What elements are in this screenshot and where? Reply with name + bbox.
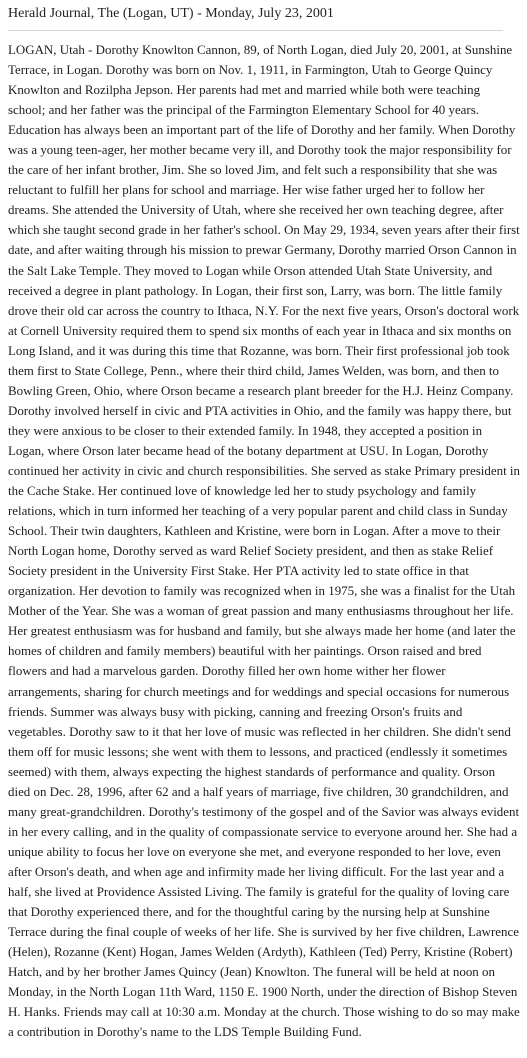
obituary-text: LOGAN, Utah - Dorothy Knowlton Cannon, 89, of North Logan, died July 20, 2001, at Sunshine Terrace, in Logan. Dorothy was born on Nov. 1, 1911, in Farmington, Utah to George Quincy Knowlton and Rozilpha Jepson. Her parents had met and married while both were teaching school; and her father was the principal of the Farmington Elementary School for 40 years. Education has always been an important part of the life of Dorothy and her family. When Dorothy was a young teen-ager, her mother became very ill, and Dorothy took the major responsibility for the care of her infant brother, Jim. She so loved Jim, and felt such a responsibility that she was reluctant to fulfill her plans for school and marriage. Her wise father urged her to follow her dreams. She attended the University of Utah, where she received her own teaching degree, after which she taught second grade in her father's school. On May 29, 1934, seven years after their first date, and after waiting through his mission to prewar Germany, Dorothy married Orson Cannon in the Salt Lake Temple. They moved to Logan while Orson attended Utah State University, and received a degree in plant pathology. In Logan, their first son, Larry, was born. The little family drove their old car across the country to Ithaca, N.Y. For the next five years, Orson's doctoral work at Cornell University required them to spend six months of each year in Ithaca and six months on Long Island, and it was during this time that Rozanne, was born. Their first professional job took them first to State College, Penn., where their third child, James Welden, was born, and then to Bowling Green, Ohio, where Orson became a research plant breeder for the H.J. Heinz Company. Dorothy involved herself in civic and PTA activities in Ohio, and the family was happy there, but they were anxious to be closer to their extended family. In 1948, they accepted a position in Logan, where Orson later became head of the botany department at USU. In Logan, Dorothy continued her activity in civic and church responsibilities. She served as stake Primary president in the Cache Stake. Her continued love of knowledge led her to study psychology and family relations, which in turn informed her teaching of a very popular parent and child class in Sunday School. Their twin daughters, Kathleen and Kristine, were born in Logan. After a move to their North Logan home, Dorothy served as ward Relief Society president, and then as stake Relief Society president in the University First Stake. Her PTA activity led to state office in that organization. Her devotion to family was recognized when in 1975, she was a finalist for the Utah Mother of the Year. She was a woman of great passion and many enthusiasms throughout her life. Her greatest enthusiasm was for husband and family, but she always made her home (and later the homes of children and family members) beautiful with her paintings. Orson raised and bred flowers and had a marvelous garden. Dorothy filled her own home wither her flower arrangements, sharing for church meetings and for weddings and special occasions for numerous friends. Summer was always busy with picking, canning and freezing Orson's fruits and vegetables. Dorothy saw to it that her love of music was reflected in her children. She didn't send them off for music lessons; she went with them to lessons, and practiced (endlessly it sometimes seemed) with them, always expecting the highest standards of performance and quality. Orson died on Dec. 28, 1996, after 62 and a half years of marriage, five children, 30 grandchildren, and many great-grandchildren. Dorothy's testimony of the gospel and of the Savior was always evident in her every calling, and in the quality of compassionate service to everyone around her. She had a unique ability to focus her love on everyone she met, and everyone responded to her love, even after Orson's death, and when age and infirmity made her living difficult. For the last year and a half, she lived at Providence Assisted Living. The family is grateful for the quality of loving care that Dorothy experienced there, and for the thoughtful caring by the nursing help at Sunshine Terrace during the final couple of weeks of her life. She is survived by her five children, Lawrence (Helen), Rozanne (Kent) Hogan, James Welden (Ardyth), Kathleen (Ted) Perry, Kristine (Robert) Hatch, and by her brother James Quincy (Jean) Knowlton. The funeral will be held at noon on Monday, in the North Logan 11th Ward, 1150 E. 1900 North, under the direction of Bishop Steven H. Hanks. Friends may call at 10:30 a.m. Monday at the church. Those wishing to do so may make a contribution in Dorothy's name to the LDS Temple Building Fund.	[8, 42, 520, 1040]
header-divider	[8, 30, 503, 31]
publication-header: Herald Journal, The (Logan, UT) - Monday, July 23, 2001	[8, 6, 334, 21]
